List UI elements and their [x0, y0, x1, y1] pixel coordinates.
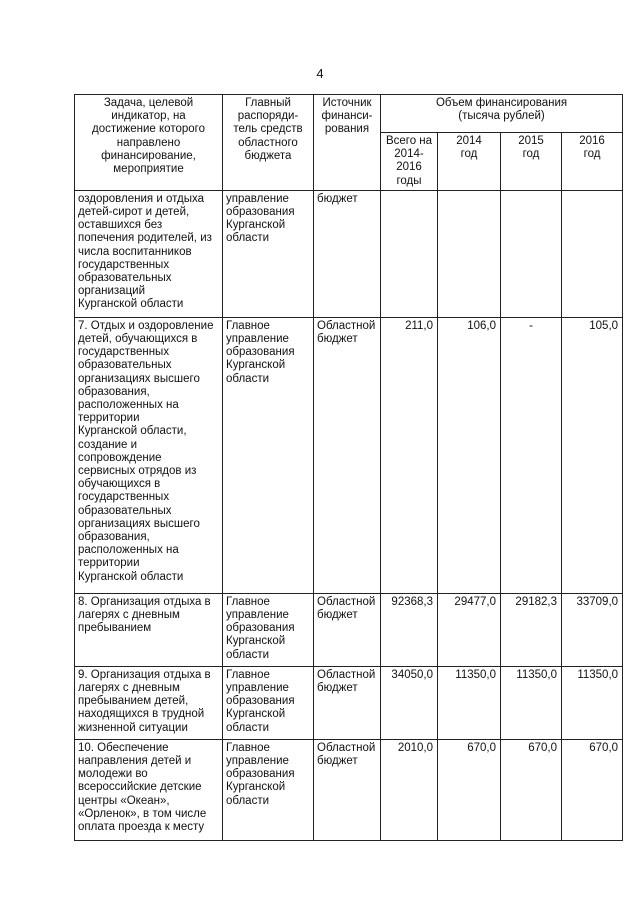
y2015-cell — [501, 190, 562, 317]
task-cell: 7. Отдых и оздоровление детей, обучающихся в государственных образовательных организациях высшего образования, расположенных на территории Курганской области, создание и сопровождение сервисных отрядов из обучающихся в государственных образовательных организациях высшего образования, расположенных на территории Курганской области — [75, 317, 223, 593]
header-task: Задача, целевой индикатор, на достижение которого направлено финансирование, мероприятие — [75, 95, 223, 191]
table-row — [75, 317, 623, 593]
table-row — [75, 666, 623, 739]
y2016-cell: 105,0 — [562, 317, 623, 593]
admin-cell: Главное управление образования Курганской области — [223, 317, 314, 593]
source-cell: Областной бюджет — [314, 317, 381, 593]
admin-cell: Главное управление образования Курганской области — [223, 739, 314, 840]
admin-cell: Главное управление образования Курганской области — [223, 666, 314, 739]
header-2016: 2016 год — [562, 133, 623, 191]
total-cell: 34050,0 — [381, 666, 438, 739]
y2014-cell: 106,0 — [438, 317, 501, 593]
y2015-cell: - — [501, 317, 562, 593]
header-admin: Главный распоряди- тель средств областного бюджета — [223, 95, 314, 191]
header-source: Источник финанси- рования — [314, 95, 381, 191]
y2016-cell: 670,0 — [562, 739, 623, 840]
y2016-cell — [562, 190, 623, 317]
table-row — [75, 190, 623, 317]
y2014-cell: 11350,0 — [438, 666, 501, 739]
total-cell: 92368,3 — [381, 593, 438, 666]
header-total: Всего на 2014- 2016 годы — [381, 133, 438, 191]
table-row — [75, 739, 623, 840]
total-cell: 211,0 — [381, 317, 438, 593]
total-cell — [381, 190, 438, 317]
y2015-cell: 29182,3 — [501, 593, 562, 666]
source-cell: Областной бюджет — [314, 739, 381, 840]
source-cell: Областной бюджет — [314, 593, 381, 666]
header-volume: Объем финансирования (тысяча рублей) — [381, 95, 623, 133]
y2015-cell: 11350,0 — [501, 666, 562, 739]
admin-cell: Главное управление образования Курганской области — [223, 593, 314, 666]
task-cell: 8. Организация отдыха в лагерях с дневным пребыванием — [75, 593, 223, 666]
task-cell: 10. Обеспечение направления детей и молодежи во всероссийские детские центры «Океан», «Орленок», в том числе оплата проезда к месту — [75, 739, 223, 840]
source-cell: бюджет — [314, 190, 381, 317]
financing-table — [74, 94, 623, 841]
task-cell: 9. Организация отдыха в лагерях с дневным пребыванием детей, находящихся в трудной жизненной ситуации — [75, 666, 223, 739]
table-row — [75, 593, 623, 666]
y2015-cell: 670,0 — [501, 739, 562, 840]
y2016-cell: 11350,0 — [562, 666, 623, 739]
header-2015: 2015 год — [501, 133, 562, 191]
source-cell: Областной бюджет — [314, 666, 381, 739]
y2014-cell — [438, 190, 501, 317]
page-number: 4 — [316, 66, 324, 81]
header-2014: 2014 год — [438, 133, 501, 191]
y2014-cell: 670,0 — [438, 739, 501, 840]
total-cell: 2010,0 — [381, 739, 438, 840]
task-cell: оздоровления и отдыха детей-сирот и детей, оставшихся без попечения родителей, из числа воспитанников государственных образовательных организаций Курганской области — [75, 190, 223, 317]
y2016-cell: 33709,0 — [562, 593, 623, 666]
admin-cell: управление образования Курганской области — [223, 190, 314, 317]
y2014-cell: 29477,0 — [438, 593, 501, 666]
